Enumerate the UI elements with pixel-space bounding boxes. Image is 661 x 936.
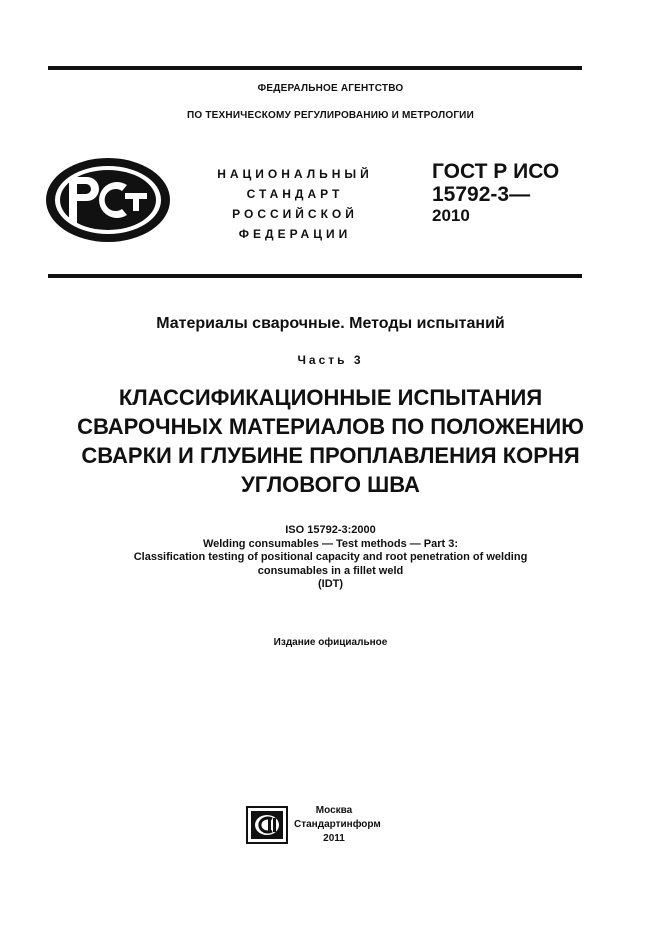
designation-line-2: 15792-3— bbox=[432, 183, 531, 206]
degree-of-correspondence: (IDT) bbox=[317, 578, 344, 590]
designation-year: 2010 bbox=[432, 206, 470, 225]
part-label: Часть 3 bbox=[297, 353, 364, 367]
agency-line-1: ФЕДЕРАЛЬНОЕ АГЕНТСТВО bbox=[257, 83, 404, 94]
standard-type-line-1: НАЦИОНАЛЬНЫЙ bbox=[217, 167, 373, 181]
rst-certification-mark-icon bbox=[43, 155, 173, 245]
main-title-line: СВАРКИ И ГЛУБИНЕ ПРОПЛАВЛЕНИЯ КОРНЯ bbox=[81, 443, 580, 468]
main-title-line: КЛАССИФИКАЦИОННЫЕ ИСПЫТАНИЯ bbox=[118, 385, 543, 410]
international-standard-reference bbox=[0, 524, 661, 592]
general-title: Материалы сварочные. Методы испытаний bbox=[156, 315, 505, 332]
iso-designation: ISO 15792-3:2000 bbox=[285, 524, 376, 536]
main-title bbox=[0, 383, 661, 499]
standard-designation bbox=[432, 160, 559, 226]
publisher-name: Стандартинформ bbox=[294, 819, 381, 830]
english-title-line: consumables in a fillet weld bbox=[257, 564, 404, 577]
standard-type-line-4: ФЕДЕРАЦИИ bbox=[238, 227, 352, 241]
publication-year: 2011 bbox=[323, 833, 345, 844]
edition-label: Издание официальное bbox=[273, 637, 388, 648]
standard-type-line-2: СТАНДАРТ bbox=[246, 187, 344, 201]
agency-line-2: ПО ТЕХНИЧЕСКОМУ РЕГУЛИРОВАНИЮ И МЕТРОЛОГИИ bbox=[187, 110, 474, 121]
publisher-block bbox=[294, 804, 381, 846]
main-title-line: СВАРОЧНЫХ МАТЕРИАЛОВ ПО ПОЛОЖЕНИЮ bbox=[77, 414, 584, 439]
english-title-line: Classification testing of positional capacity and root penetration of welding bbox=[133, 551, 528, 563]
standard-type-line-3: РОССИЙСКОЙ bbox=[232, 207, 358, 221]
publisher-city: Москва bbox=[315, 805, 353, 816]
main-title-line: УГЛОВОГО ШВА bbox=[241, 472, 420, 497]
middle-rule bbox=[48, 274, 582, 278]
english-title-line: Welding consumables — Test methods — Part 3: bbox=[202, 537, 459, 550]
top-rule bbox=[48, 66, 582, 70]
standartinform-logo-icon bbox=[246, 806, 288, 844]
designation-line-1: ГОСТ Р ИСО bbox=[432, 160, 560, 183]
